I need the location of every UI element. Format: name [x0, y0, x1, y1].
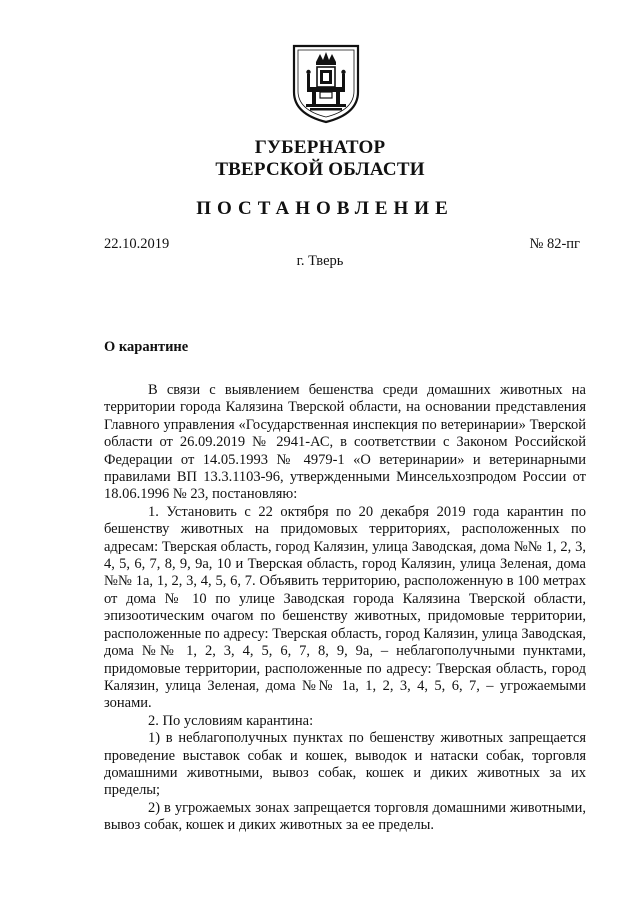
region-title: ТВЕРСКОЙ ОБЛАСТИ	[215, 159, 425, 180]
document-date: 22.10.2019	[104, 236, 170, 252]
document-city: г. Тверь	[296, 253, 344, 269]
body-paragraph: 2. По условиям карантина:	[148, 712, 314, 729]
governor-title: ГУБЕРНАТОР	[254, 137, 386, 158]
body-paragraph: 1. Установить с 22 октября по 20 декабря 2019 года карантин по бешенству животных на придомовых территориях, расположенных по адресам: Тверская область, город Калязин, улица Заводская, дома №№ 1, 2, 3, 4, 5, 6, 7, 8, 9, 9а, 10 и Тверская область, город Калязин, улица Зеленая, дома №№ 1а, 1, 2, 3, 4, 5, 6, 7. Объявить территорию, расположенную в 100 метрах от дома № 10 по улице Заводская города Калязина Тверской области, эпизоотическим очагом по бешенству животных, придомовые территории, расположенные по адресу: Тверская область, город Калязин, улица Заводская, дома №№ 1, 2, 3, 4, 5, 6, 7, 8, 9, 9а, – неблагополучными пунктами, придомовые территории, расположенные по адресу: Тверская область, город Калязин, улица Зеленая, дома №№ 1а, 1, 2, 3, 4, 5, 6, 7, – угрожаемыми зонами.	[104, 503, 586, 712]
body-paragraph: В связи с выявлением бешенства среди домашних животных на территории города Калязина Тверской области, на основании представления Главного управления «Государственная инспекция по ветеринарии» Тверской области от 26.09.2019 № 2941-АС, в соответствии с Законом Российской Федерации от 14.05.1993 № 4979-1 «О ветеринарии» и ветеринарными правилами ВП 13.3.1103-96, утвержденными Минсельхозпродом России от 18.06.1996 № 23, постановляю:	[104, 382, 586, 503]
document-body	[104, 382, 586, 835]
document-type: ПОСТАНОВЛЕНИЕ	[196, 198, 454, 219]
body-paragraph: 2) в угрожаемых зонах запрещается торговля домашними животными, вывоз собак, кошек и диких животных за ее пределы.	[104, 799, 586, 834]
document-subject: О карантине	[104, 339, 189, 355]
document-number: № 82-пг	[529, 236, 580, 252]
coat-of-arms-icon	[290, 44, 362, 124]
body-paragraph: 1) в неблагополучных пунктах по бешенству животных запрещается проведение выставок собак и кошек, выводок и натаски собак, торговля домашними животными, вывоз собак, кошек и диких животных за их пределы;	[104, 730, 586, 799]
